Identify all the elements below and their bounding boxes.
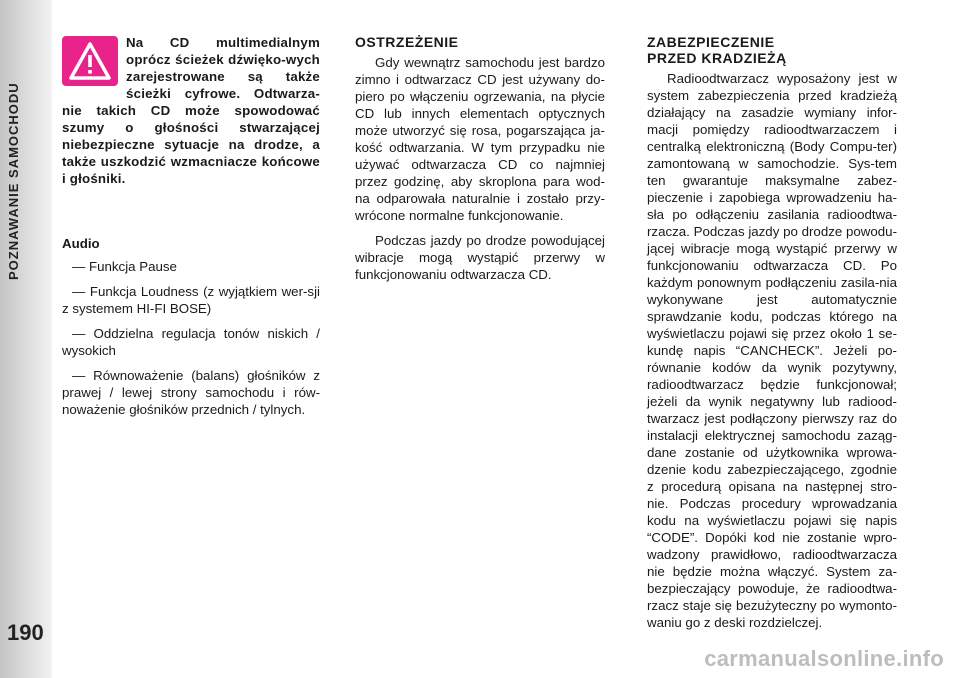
paragraph: Podczas jazdy po drodze powodującej wibracje mogą wystąpić przerwy w funkcjonowaniu odtwarzacza CD. (355, 233, 605, 282)
warning-triangle-icon (62, 36, 118, 86)
sidebar (0, 0, 52, 678)
audio-item: — Oddzielna regulacja tonów niskich / wysokich (62, 326, 320, 358)
column-1 (62, 34, 320, 426)
page-number: 190 (7, 620, 44, 645)
column-3 (647, 34, 897, 639)
audio-item: — Funkcja Loudness (z wyjątkiem wer-sji z systemem HI-FI BOSE) (62, 284, 320, 316)
audio-item: — Funkcja Pause (72, 259, 177, 274)
column-2 (355, 34, 605, 291)
antitheft-heading (647, 34, 897, 66)
watermark: carmanualsonline.info (704, 646, 944, 671)
warning-block (62, 34, 320, 187)
audio-heading: Audio (62, 236, 100, 251)
heading-line-2: PRZED KRADZIEŻĄ (647, 50, 787, 66)
warning-text: Na CD multimedialnym oprócz ścieżek dźwięko-wych zarejestrowane są także ścieżki cyfrowe. Odtwarza-nie takich CD może spowodować szumy o głośności stwarzającej niebezpieczne sytuacje na drodze, a także uszkodzić wzmacniacze końcowe i głośniki. (62, 35, 320, 186)
paragraph: Radioodtwarzacz wyposażony jest w system zabezpieczenia przed kradzieżą działający na zasadzie wymiany infor-macji pomiędzy radioodtwarzaczem i centralką elektroniczną (Body Compu-ter) zamontowaną w samochodzie. Sys-tem ten gwarantuje maksymalne zabez-pieczenie i zapobiega wprowadzeniu ha-sła po odłączeniu zasilania radioodtwa-rzacza. Podczas jazdy po drodze powodu-jącej wibracje mogą wystąpić przerwy w funkcjonowaniu odtwarzacza CD. Po każdym ponownym podłączeniu zasila-nia wykonywane jest automatycznie sprawdzanie kodu, podczas którego na wyświetlaczu pojawi się przez około 1 se-kundę napis “CANCHECK”. Jeżeli po-równanie kodów da wynik pozytywny, radioodtwarzacz będzie funkcjonował; jeżeli da wynik negatywny lub radiood-twarzacz jest podłączony pierwszy raz do instalacji elektrycznej samochodu zaząg-dane zostanie od użytkownika wprowa-dzenie kodu zabezpieczającego, zgodnie z procedurą opisana na następnej stro-nie. Podczas procedury wprowadzania kodu na wyświetlaczu pojawi się napis “CODE”. Dopóki kod nie zostanie wpro-wadzony prawidłowo, radioodtwarzacza nie będzie można włączyć. System za-bezpieczający powoduje, że radioodtwa-rzacz staje się bezużyteczny po wymonto-waniu go z deski rozdzielczej. (647, 71, 897, 630)
section-title: POZNAWANIE SAMOCHODU (6, 82, 21, 280)
heading-line-1: ZABEZPIECZENIE (647, 34, 775, 50)
audio-item: — Równoważenie (balans) głośników z prawej / lewej strony samochodu i rów-noważenie głośników przednich / tylnych. (62, 368, 320, 417)
paragraph: Gdy wewnątrz samochodu jest bardzo zimno i odtwarzacz CD jest używany do-piero po włączeniu ogrzewania, na płycie CD lub innych elementach optycznych może utworzyć się rosa, pogarszająca ja-kość odtwarzania. W tym przypadku nie używać odtwarzacza CD co najmniej przez godzinę, aby skroplona para wod-na odparowała naturalnie i zostało przy-wrócone normalne funkcjonowanie. (355, 55, 605, 223)
warning-heading: OSTRZEŻENIE (355, 34, 459, 50)
